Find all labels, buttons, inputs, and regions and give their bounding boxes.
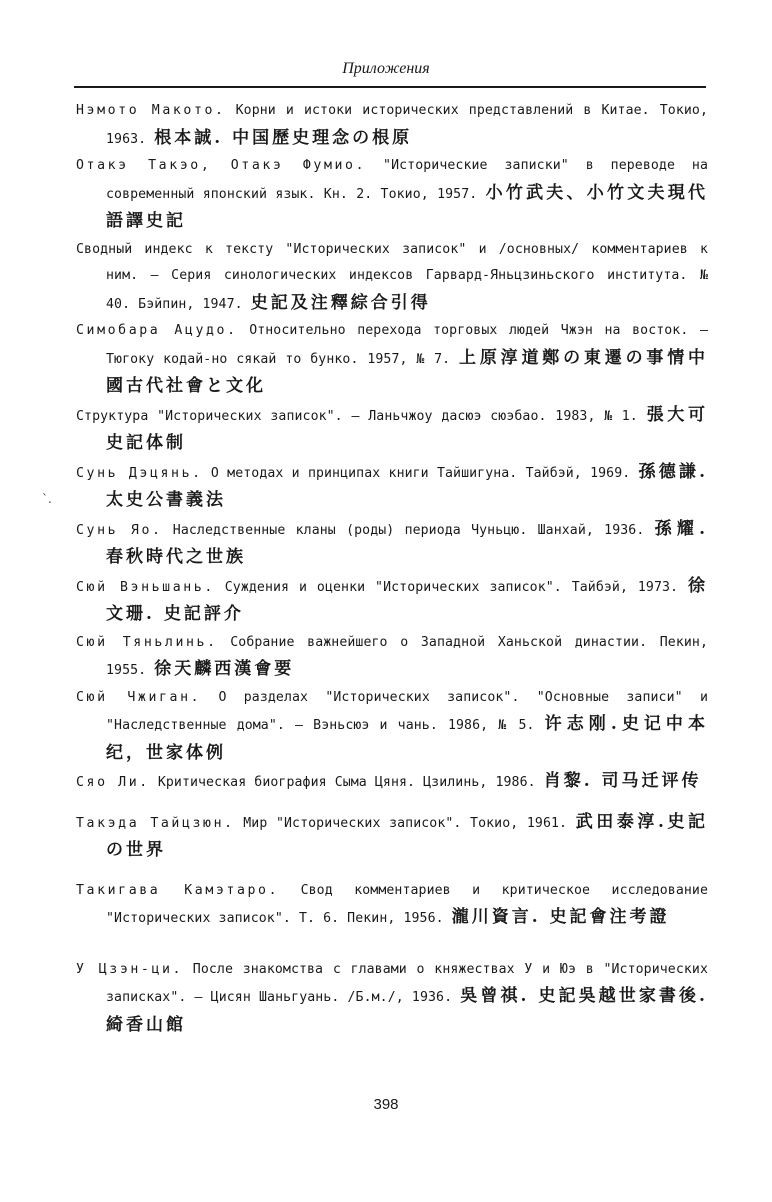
- page-number: 398: [373, 1096, 399, 1113]
- entry-cjk-title: 徐文珊. 史記評介: [106, 575, 708, 624]
- entry-author: Сяо Ли.: [76, 775, 150, 790]
- bibliography-entry: [76, 685, 708, 769]
- entry-cjk-title: 瀧川資言. 史記會注考證: [451, 907, 670, 927]
- entry-cjk-title: 孫德謙. 太史公書義法: [106, 461, 709, 510]
- entry-text: После знакомства с главами о княжествах У и Юэ в "Исторических записках". — Цисян Шаньгуань. /Б.м./, 1936.: [106, 961, 708, 1005]
- entry-cjk-title: 肖黎. 司马迁评传: [543, 771, 702, 791]
- entry-cjk-title: 许志刚.史记中本纪，世家体例: [106, 714, 708, 763]
- bibliography-entry: [76, 573, 708, 630]
- entry-cjk-title: 小竹武夫、小竹文夫現代語譯史記: [106, 182, 709, 231]
- bibliography-entry: [76, 153, 708, 237]
- entry-author: Сунь Яо.: [76, 522, 163, 538]
- entry-author: Такигава Камэтаро.: [76, 882, 280, 898]
- entry-author: Отакэ Такэо, Отакэ Фумио.: [76, 158, 367, 173]
- entry-cjk-title: 史記及注釋綜合引得: [250, 292, 431, 313]
- entry-cjk-title: 吳曾祺. 史記吳越世家書後. 綺香山館: [106, 986, 708, 1035]
- entry-text: О разделах "Исторических записок". "Основные записи" и "Наследственные дома". — Вэньсюэ и чань. 1986, № 5.: [106, 689, 708, 733]
- header-rule: [74, 86, 706, 88]
- entry-cjk-title: 張大可史記体制: [106, 404, 708, 453]
- entry-text: О методах и принципах книги Тайшигуна. Тайбэй, 1969.: [202, 465, 639, 481]
- entry-cjk-title: 上原淳道鄭の東遷の事情中國古代社會と文化: [106, 347, 709, 396]
- bibliography-entry: [76, 459, 708, 516]
- entry-text: Суждения и оценки "Исторических записок". Тайбэй, 1973.: [214, 579, 688, 595]
- bibliography-entry: [76, 318, 708, 402]
- entry-author: Сюй Тяньлинь.: [76, 634, 218, 650]
- entry-text: Наследственные кланы (роды) периода Чуньцю. Шанхай, 1936.: [162, 522, 655, 538]
- bibliography-entry: [76, 237, 708, 319]
- entry-text: Корни и истоки исторических представлений в Китае. Токио, 1963.: [106, 103, 708, 147]
- bibliography-entry: [76, 809, 708, 866]
- entry-author: Сунь Дэцянь.: [76, 465, 203, 481]
- bibliography-entry: [76, 957, 708, 1041]
- bibliography-entry: [76, 402, 708, 459]
- bibliography-entry: [76, 516, 708, 573]
- entry-text: Сводный индекс к тексту "Исторических записок" и /основных/ комментариев к ним. — Серия синологических индексов Гарвард-Яньцзиньского института. № 40. Бэйпин, 1947.: [76, 241, 708, 312]
- entry-author: У Цзэн-ци.: [76, 961, 184, 977]
- bibliography-entry: [76, 98, 708, 153]
- entry-text: Относительно перехода торговых людей Чжэн на восток. — Тюгоку кодай-но сякай то бунко. 1957, № 7.: [106, 323, 708, 367]
- bibliography-entry: [76, 878, 708, 933]
- entry-text: Структура "Исторических записок". — Ланьчжоу дасюэ сюэбао. 1983, № 1.: [76, 408, 647, 424]
- running-header: Приложения: [342, 60, 430, 77]
- entry-cjk-title: 孫耀. 春秋時代之世族: [106, 518, 708, 567]
- entry-cjk-title: 根本誠. 中国歷史理念の根原: [154, 127, 413, 148]
- margin-mark: ˋ.: [42, 492, 52, 506]
- entry-text: Критическая биография Сыма Цяня. Цзилинь, 1986.: [149, 775, 544, 790]
- entry-author: Сюй Вэньшань.: [76, 579, 215, 595]
- entry-author: Сюй Чжиган.: [76, 689, 202, 705]
- bibliography-entry: [76, 630, 708, 685]
- entry-author: Симобара Ацудо.: [76, 323, 238, 338]
- entry-text: Мир "Исторических записок". Токио, 1961.: [234, 815, 576, 831]
- bibliography-entry: [76, 768, 708, 797]
- entry-text: Собрание важнейшего о Западной Ханьской династии. Пекин, 1955.: [106, 634, 708, 678]
- entry-author: Такэда Тайцзюн.: [76, 815, 235, 831]
- entry-cjk-title: 武田泰淳.史記の世界: [106, 811, 708, 860]
- entry-text: "Исторические записки" в переводе на современный японский язык. Кн. 2. Токио, 1957.: [106, 158, 708, 202]
- bibliography-list: [76, 98, 708, 1040]
- entry-cjk-title: 徐天麟西漢會要: [154, 659, 295, 679]
- entry-author: Нэмото Макото.: [76, 103, 226, 118]
- entry-text: Свод комментариев и критическое исследование "Исторических записок". Т. 6. Пекин, 1956.: [106, 882, 709, 926]
